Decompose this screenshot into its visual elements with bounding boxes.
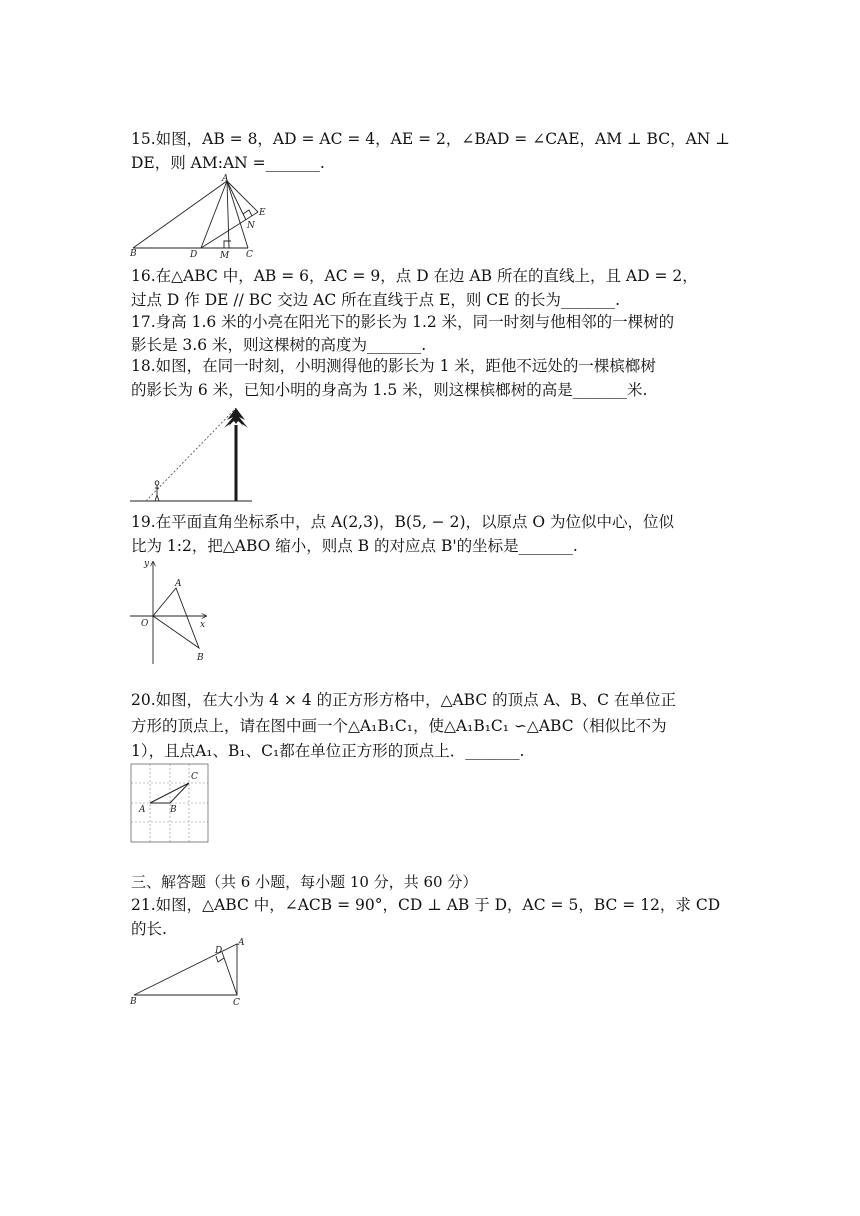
q21-label-a: A xyxy=(238,938,245,948)
q20-figure xyxy=(128,760,212,844)
q16-text-line2: 过点 D 作 DE // BC 交边 AC 所在直线于点 E，则 CE 的长为_______. xyxy=(131,291,621,309)
q15-label-d: D xyxy=(190,250,198,260)
q19-text-line1: 19.在平面直角坐标系中，点 A(2,3)，B(5, − 2)，以原点 O 为位似中心，位似 xyxy=(131,513,675,531)
q21-label-c: C xyxy=(233,998,240,1008)
q20-text-line1: 20.如图，在大小为 4 × 4 的正方形方格中，△ABC 的顶点 A、B、C 在单位正 xyxy=(131,691,676,709)
q18-text-line2: 的影长为 6 米，已知小明的身高为 1.5 米，则这棵槟榔树的高是_______米. xyxy=(131,381,648,399)
q15-label-a: A xyxy=(222,174,229,184)
q15-label-e: E xyxy=(259,208,266,218)
q21-text-line2: 的长. xyxy=(131,920,167,938)
q20-label-a: A xyxy=(139,805,146,815)
q19-figure xyxy=(126,556,216,668)
q15-text-line2: DE，则 AM:AN =_______. xyxy=(131,154,325,172)
q17-text-line1: 17.身高 1.6 米的小亮在阳光下的影长为 1.2 米，同一时刻与他相邻的一棵树的 xyxy=(131,313,675,331)
q19-label-o: O xyxy=(141,619,149,629)
section-3-title: 三、解答题（共 6 小题，每小题 10 分，共 60 分） xyxy=(131,873,478,891)
q19-label-x: x xyxy=(200,620,206,630)
q20-label-b: B xyxy=(170,805,177,815)
q20-text-line2: 方形的顶点上，请在图中画一个△A₁B₁C₁，使△A₁B₁C₁ ∽△ABC（相似比不为 xyxy=(131,717,667,735)
q16-text-line1: 16.在△ABC 中，AB = 6，AC = 9，点 D 在边 AB 所在的直线上，且 AD = 2， xyxy=(131,267,698,285)
q21-text-line1: 21.如图，△ABC 中，∠ACB = 90°，CD ⊥ AB 于 D，AC = 5，BC = 12，求 CD xyxy=(131,896,721,914)
q20-text-line3: 1），且点A₁、B₁、C₁都在单位正方形的顶点上．_______. xyxy=(131,742,525,760)
q20-label-c: C xyxy=(191,772,198,782)
q15-label-m: M xyxy=(220,251,230,261)
q18-text-line1: 18.如图，在同一时刻，小明测得他的影长为 1 米，距他不远处的一棵槟榔树 xyxy=(131,357,656,375)
q18-figure xyxy=(128,400,258,505)
q15-label-n: N xyxy=(247,221,255,231)
q17-text-line2: 影长是 3.6 米，则这棵树的高度为_______. xyxy=(131,336,427,354)
q21-figure xyxy=(128,936,248,1008)
q15-label-b: B xyxy=(130,249,137,259)
q15-figure xyxy=(128,174,278,260)
q21-label-b: B xyxy=(130,997,137,1007)
q15-text-line1: 15.如图，AB = 8，AD = AC = 4，AE = 2，∠BAD = ∠CAE，AM ⊥ BC，AN ⊥ xyxy=(131,130,730,148)
q19-label-y: y xyxy=(144,559,150,569)
q19-label-a: A xyxy=(175,579,182,589)
q19-text-line2: 比为 1:2，把△ABO 缩小，则点 B 的对应点 B'的坐标是_______. xyxy=(131,537,578,555)
q15-label-c: C xyxy=(246,250,253,260)
q21-label-d: D xyxy=(215,946,223,956)
q19-label-b: B xyxy=(197,653,204,663)
